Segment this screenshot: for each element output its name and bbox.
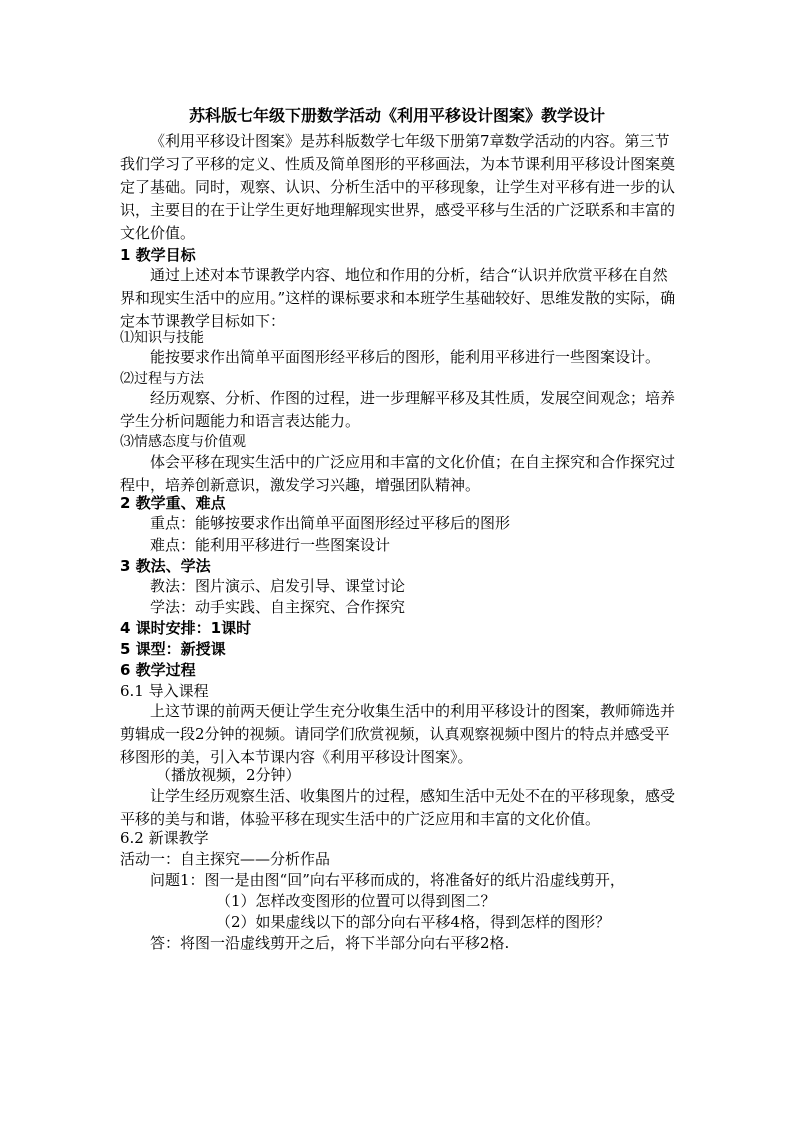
section-6-heading: 6 教学过程 [120, 661, 196, 679]
intro-paragraph: 《利用平移设计图案》是苏科版数学七年级下册第7章数学活动的内容。第三节我们学习了平移的定义、性质及简单图形的平移画法，为本节课利用平移设计图案奠定了基础。同时，观察、认识、分析生活中的平移现象，让学生对平移有进一步的认识，主要目的在于让学生更好地理解现实世界，感受平移与生活的广泛联系和丰富的文化价值。 [120, 132, 676, 242]
difficult-point: 难点：能利用平移进行一些图案设计 [150, 536, 391, 554]
sub-heading-emotion: ⑶情感态度与价值观 [120, 434, 246, 450]
key-point: 重点：能够按要求作出简单平面图形经过平移后的图形 [150, 514, 511, 532]
answer-1: 答：将图一沿虚线剪开之后，将下半部分向右平移2格. [150, 934, 510, 952]
knowledge-text: 能按要求作出简单平面图形经平移后的图形，能利用平移进行一些图案设计。 [150, 348, 661, 366]
section-2-heading: 2 教学重、难点 [120, 494, 226, 512]
page-title: 苏科版七年级下册数学活动《利用平移设计图案》教学设计 [188, 106, 605, 125]
question-1-part-1: （1）怎样改变图形的位置可以得到图二？ [216, 892, 496, 910]
sub-heading-knowledge: ⑴知识与技能 [120, 330, 204, 346]
emotion-text: 体会平移在现实生活中的广泛应用和丰富的文化价值；在自主探究和合作探究过程中，培养创新意识，激发学习兴趣，增强团队精神。 [120, 453, 676, 494]
subsection-6-1-paragraph: 上这节课的前两天便让学生充分收集生活中的利用平移设计的图案，教师筛选并剪辑成一段2分钟的视频。请同学们欣赏视频，认真观察视频中图片的特点并感受平移图形的美，引入本节课内容《利用平移设计图案》。 [120, 702, 676, 766]
section-1-paragraph: 通过上述对本节课教学内容、地位和作用的分析，结合“认识并欣赏平移在自然界和现实生活中的应用。”这样的课标要求和本班学生基础较好、思维发散的实际，确定本节课教学目标如下： [120, 266, 676, 330]
question-1: 问题1：图一是由图“回”向右平移而成的，将准备好的纸片沿虚线剪开， [150, 871, 625, 889]
teaching-method: 教法：图片演示、启发引导、课堂讨论 [150, 577, 406, 595]
question-1-part-2: （2）如果虚线以下的部分向右平移4格，得到怎样的图形？ [216, 913, 611, 931]
video-note: （播放视频，2分钟） [156, 766, 301, 784]
process-text: 经历观察、分析、作图的过程，进一步理解平移及其性质，发展空间观念；培养学生分析问题能力和语言表达能力。 [120, 389, 676, 430]
sub-heading-process: ⑵过程与方法 [120, 371, 204, 387]
section-4-heading: 4 课时安排：1课时 [120, 619, 252, 637]
subsection-6-1-paragraph-2: 让学生经历观察生活、收集图片的过程，感知生活中无处不在的平移现象，感受平移的美与和谐，体验平移在现实生活中的广泛应用和丰富的文化价值。 [120, 787, 676, 828]
subsection-6-1-title: 6.1 导入课程 [120, 682, 209, 700]
section-5-heading: 5 课型：新授课 [120, 640, 226, 658]
learning-method: 学法：动手实践、自主探究、合作探究 [150, 598, 406, 616]
section-3-heading: 3 教法、学法 [120, 557, 211, 575]
section-1-heading: 1 教学目标 [120, 246, 196, 264]
subsection-6-2-title: 6.2 新课教学 [120, 829, 209, 847]
activity-1-title: 活动一：自主探究——分析作品 [120, 850, 331, 868]
